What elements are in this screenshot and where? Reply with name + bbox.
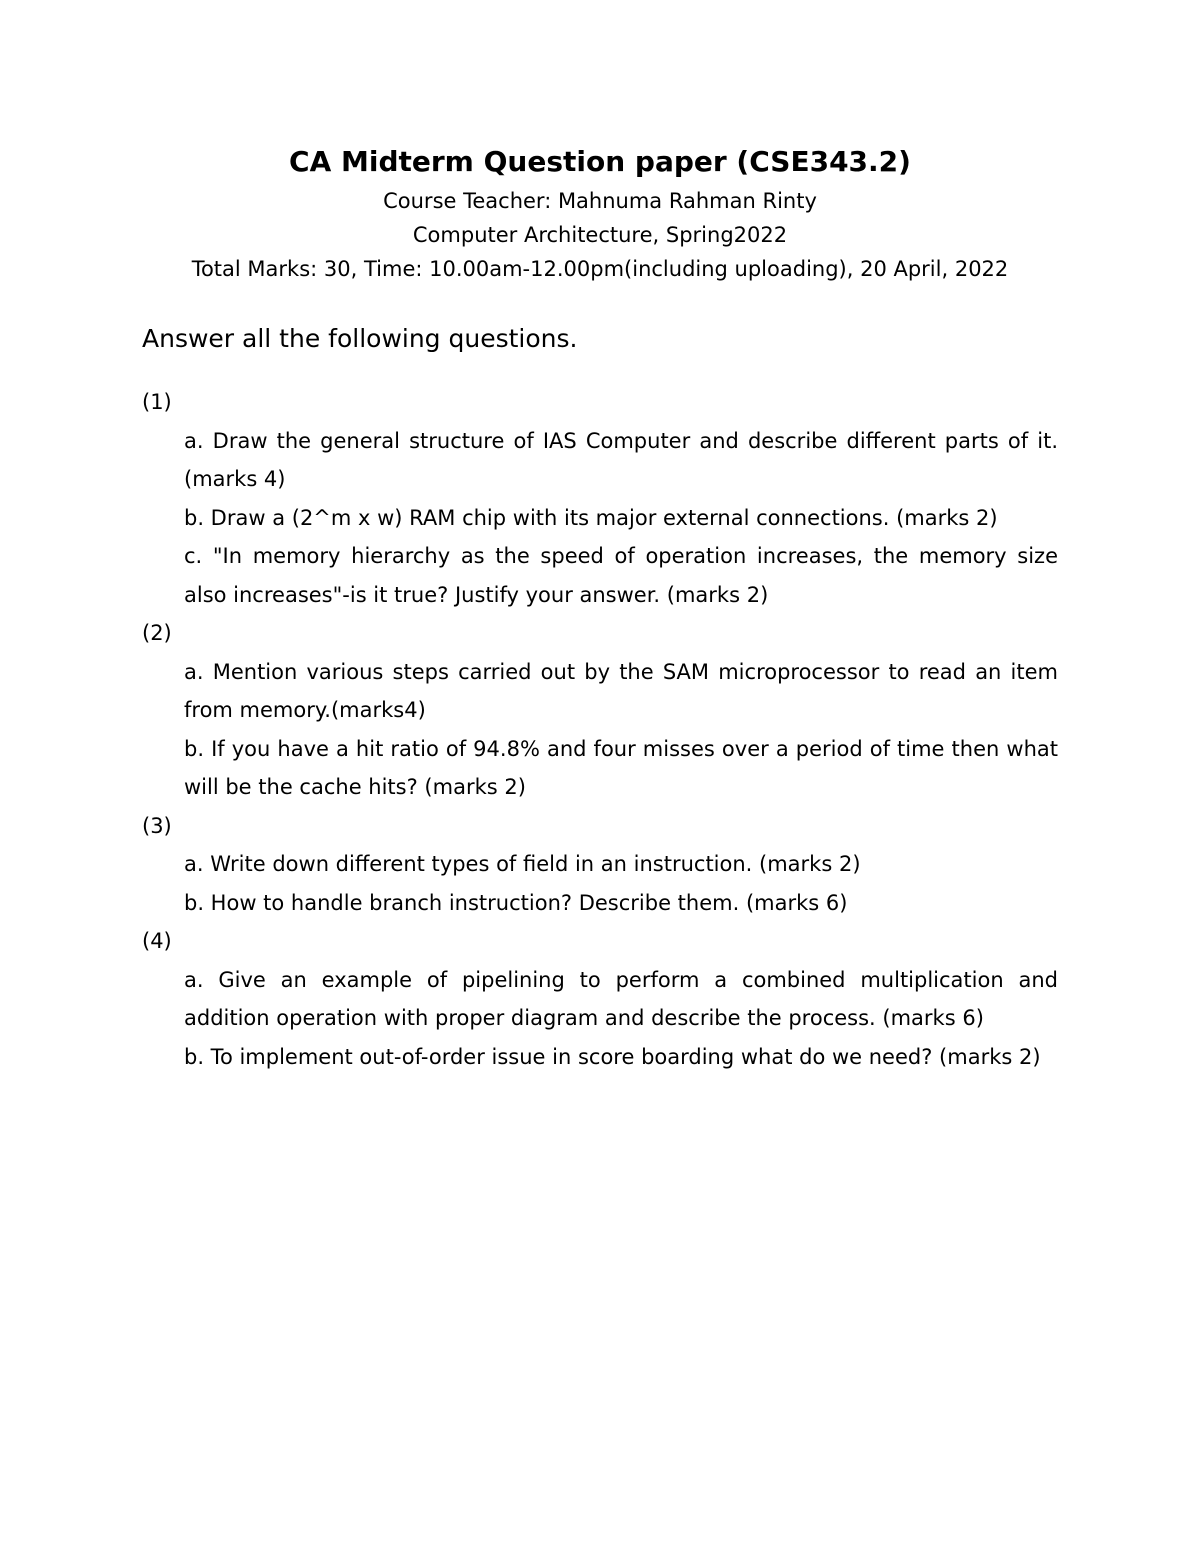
exam-details: Total Marks: 30, Time: 10.00am-12.00pm(including uploading), 20 April, 2022 [191,257,1009,281]
question-list [142,383,1058,1076]
question-number: (3) [142,813,172,838]
exam-instruction: Answer all the following questions. [142,324,578,353]
course-teacher: Course Teacher: Mahnuma Rahman Rinty [383,189,817,213]
document-header [0,140,1200,286]
question-part: a. Mention various steps carried out by the SAM microprocessor to read an item from memory.(marks4) [184,659,1058,722]
question-part: a. Draw the general structure of IAS Computer and describe different parts of it. (marks 4) [184,428,1058,491]
question-part: c. "In memory hierarchy as the speed of operation increases, the memory size also increases"-is it true? Justify your answer. (marks 2) [184,544,1058,607]
page-title: CA Midterm Question paper (CSE343.2) [289,145,911,178]
question-part: b. To implement out-of-order issue in score boarding what do we need? (marks 2) [184,1044,1041,1069]
question-number: (2) [142,621,172,645]
course-name: Computer Architecture, Spring2022 [412,223,788,247]
question-number: (1) [142,390,172,414]
question-part: b. How to handle branch instruction? Describe them. (marks 6) [184,890,848,915]
question-part: a. Give an example of pipelining to perform a combined multiplication and addition operation with proper diagram and describe the process. (marks 6) [184,967,1058,1030]
question-part: b. If you have a hit ratio of 94.8% and four misses over a period of time then what will be the cache hits? (marks 2) [184,736,1058,799]
question-part: b. Draw a (2^m x w) RAM chip with its major external connections. (marks 2) [184,505,998,530]
question-number: (4) [142,929,172,953]
question-part: a. Write down different types of field in an instruction. (marks 2) [184,852,861,876]
